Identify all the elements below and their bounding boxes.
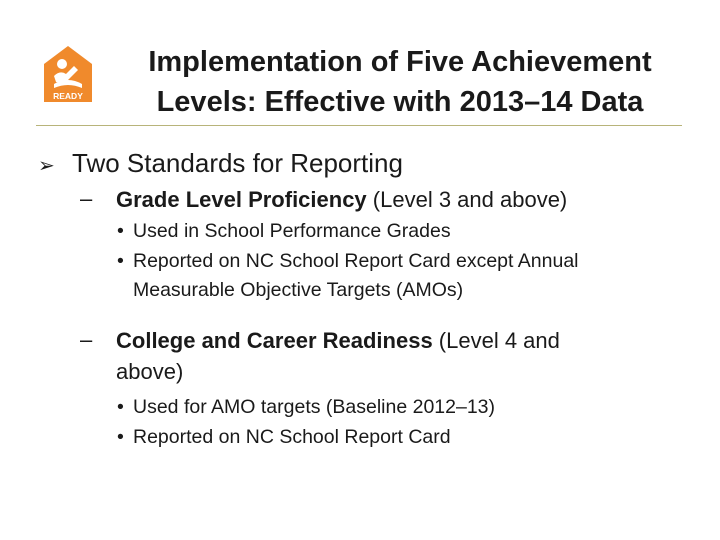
section-heading-bold: Grade Level Proficiency — [116, 187, 367, 212]
list-item-text: Used for AMO targets (Baseline 2012–13) — [133, 396, 496, 418]
level1-item — [38, 147, 403, 182]
title-divider — [36, 125, 682, 126]
title-line-1: Implementation of Five Achievement — [148, 46, 652, 78]
section-heading-college-career — [116, 325, 656, 387]
ready-logo — [40, 44, 96, 104]
list-item — [117, 247, 687, 305]
bullet-dot-icon: • — [117, 426, 124, 448]
list-item — [117, 423, 687, 452]
level1-text: Two Standards for Reporting — [72, 148, 403, 178]
bullet-dot-icon: • — [117, 250, 124, 272]
dash-bullet-icon: – — [80, 186, 93, 211]
slide-title — [110, 42, 690, 122]
dash-bullet-icon: – — [80, 327, 93, 352]
list-item-text: Used in School Performance Grades — [133, 220, 451, 242]
list-item-text: Reported on NC School Report Card except Annual — [133, 250, 579, 272]
list-item-text: Reported on NC School Report Card — [133, 426, 451, 448]
section-heading-grade-level — [116, 184, 656, 215]
bullet-dot-icon: • — [117, 220, 124, 242]
list-item-continuation: Measurable Objective Targets (AMOs) — [133, 279, 464, 301]
section-heading-bold: College and Career Readiness — [116, 328, 433, 353]
logo-text: READY — [53, 91, 83, 101]
section-heading-rest: (Level 3 and above) — [366, 187, 568, 212]
list-item — [117, 217, 687, 246]
list-item — [117, 393, 687, 422]
title-line-2: Levels: Effective with 2013–14 Data — [156, 86, 644, 118]
arrow-bullet-icon: ➢ — [38, 155, 55, 177]
section-heading-rest-line2: above) — [116, 359, 184, 384]
section-heading-rest: (Level 4 and — [432, 328, 560, 353]
bullet-dot-icon: • — [117, 396, 124, 418]
